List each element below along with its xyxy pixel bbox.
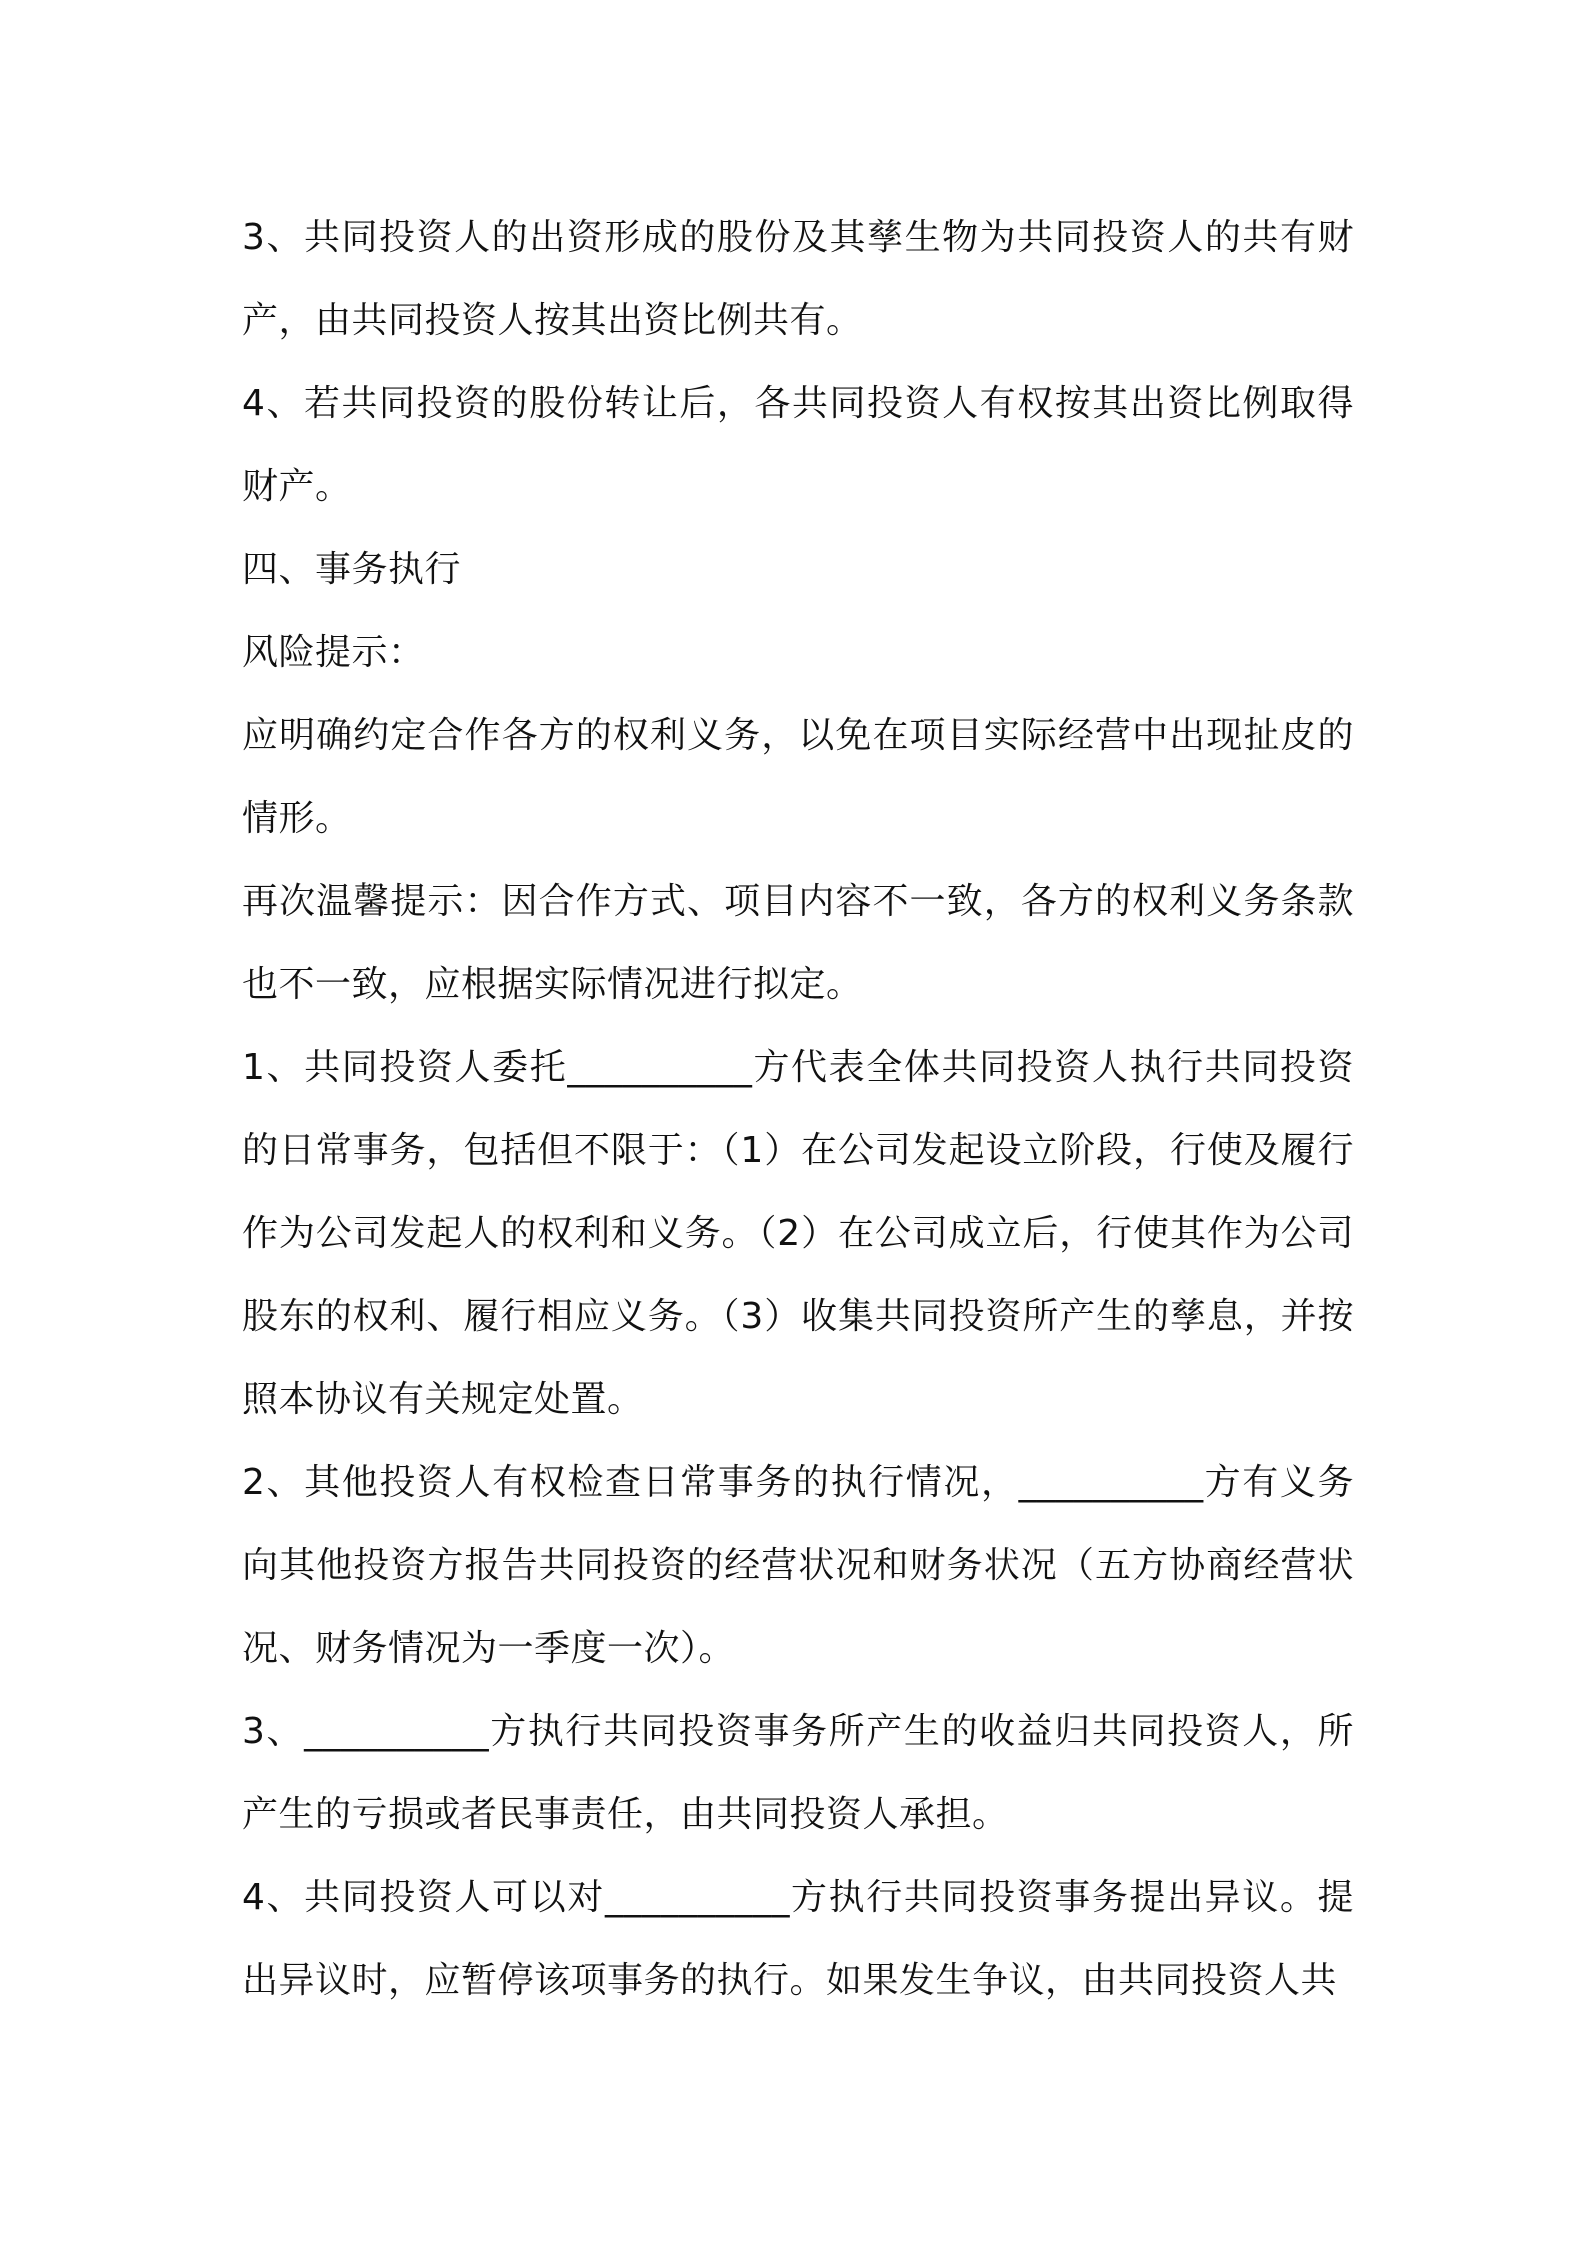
- clause-2-inspection: 2、其他投资人有权检查日常事务的执行情况，__________方有义务向其他投资方报告共同投资的经营状况和财务状况（五方协商经营状况、财务情况为一季度一次）。: [242, 1462, 1354, 1669]
- section-heading-affairs-execution: 四、事务执行: [242, 549, 462, 590]
- clause-3-proceeds: 3、__________方执行共同投资事务所产生的收益归共同投资人，所产生的亏损或者民事责任，由共同投资人承担。: [242, 1711, 1354, 1835]
- risk-notice-label: 风险提示：: [242, 632, 425, 673]
- clause-3-shares-property: 3、共同投资人的出资形成的股份及其孳生物为共同投资人的共有财产，由共同投资人按其出资比例共有。: [242, 217, 1354, 341]
- clause-4-objection: 4、共同投资人可以对__________方执行共同投资事务提出异议。提出异议时，应暂停该项事务的执行。如果发生争议，由共同投资人共: [242, 1877, 1354, 2001]
- risk-notice-text: 应明确约定合作各方的权利义务，以免在项目实际经营中出现扯皮的情形。: [242, 715, 1354, 839]
- document-body: [242, 196, 1354, 2022]
- reminder-text: 再次温馨提示：因合作方式、项目内容不一致，各方的权利义务条款也不一致，应根据实际情况进行拟定。: [242, 881, 1354, 1005]
- clause-4-share-transfer: 4、若共同投资的股份转让后，各共同投资人有权按其出资比例取得财产。: [242, 383, 1354, 507]
- clause-1-delegation: 1、共同投资人委托__________方代表全体共同投资人执行共同投资的日常事务，包括但不限于：（1）在公司发起设立阶段，行使及履行作为公司发起人的权利和义务。（2）在公司成立后，行使其作为公司股东的权利、履行相应义务。（3）收集共同投资所产生的孳息，并按照本协议有关规定处置。: [242, 1047, 1354, 1420]
